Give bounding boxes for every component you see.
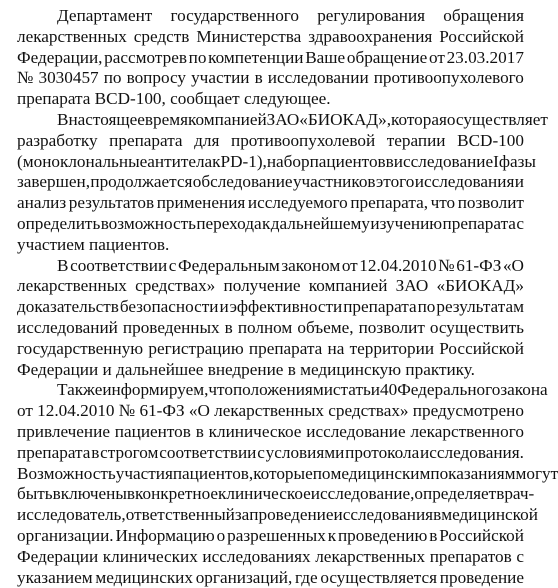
text-line: исследований проведенных в полном объеме, позволит осуществить — [17, 317, 524, 337]
text-line: быть включены в конкретное клиническое исследование, определяет врач- — [17, 484, 535, 504]
text-line: препарата в строгом соответствии с условиями протокола исследования. — [17, 442, 524, 462]
text-line: от 12.04.2010 № 61-ФЗ «О лекарственных средствах» предусмотрено — [17, 401, 524, 421]
text-line: исследователь, ответственный за проведение исследования в медицинской — [17, 505, 538, 525]
document-body — [17, 6, 558, 588]
text-line: Департамент государственного регулирования обращения — [57, 6, 524, 25]
text-line: Также информируем, что положениями статьи 40 Федерального закона — [57, 380, 548, 400]
text-line: привлечение пациентов в клиническое исследование лекарственного — [17, 421, 524, 441]
text-line: определить возможность перехода к дальнейшему изучению препарата с — [17, 213, 524, 233]
paragraph-2 — [17, 109, 548, 256]
text-line: В соответствии с Федеральным законом от 12.04.2010 № 61-ФЗ «О — [57, 255, 524, 275]
paragraph-4 — [17, 380, 558, 588]
text-line: № 3030457 по вопросу участии в исследовании противоопухолевого — [17, 68, 524, 88]
text-line: препарата BCD-100, сообщает следующее. — [17, 89, 331, 109]
text-line: анализ результатов применения исследуемого препарата, что позволит — [17, 193, 524, 213]
text-line: государственную регистрацию препарата на территории Российской — [17, 338, 524, 358]
text-line: Федерации, рассмотрев по компетенции Ваше обращение от 23.03.2017 — [17, 47, 524, 67]
text-line: разработку препарата для противоопухолевой терапии BCD-100 — [17, 130, 524, 150]
paragraph-3 — [17, 256, 524, 381]
text-line: завершен, продолжается обследование участников этого исследования и — [17, 172, 524, 192]
text-line: Федерации клинических исследованиях лекарственных препаратов с — [17, 546, 524, 566]
text-line: организации. Информацию о разрешенных к проведению в Российской — [17, 525, 524, 545]
text-line: доказательств безопасности и эффективности препарата по результатам — [17, 297, 524, 317]
text-line: лекарственных средств Министерства здравоохранения Российской — [17, 26, 524, 46]
text-line: Возможность участия пациентов, которые по медицинским показаниям могут — [17, 463, 558, 483]
paragraph-1 — [17, 6, 524, 110]
text-line: (моноклональные антитела к PD-1), набор пациентов в исследование I фазы — [17, 151, 536, 171]
text-line: участием пациентов. — [17, 234, 170, 254]
text-line: указанием медицинских организаций, где осуществляется проведение — [17, 567, 524, 587]
text-line: В настоящее время компанией ЗАО «БИОКАД», которая осуществляет — [57, 109, 548, 129]
text-line: лекарственных средствах» получение компанией ЗАО «БИОКАД» — [17, 276, 524, 296]
text-line: Федерации и дальнейшее внедрение в медицинскую практику. — [17, 359, 475, 379]
